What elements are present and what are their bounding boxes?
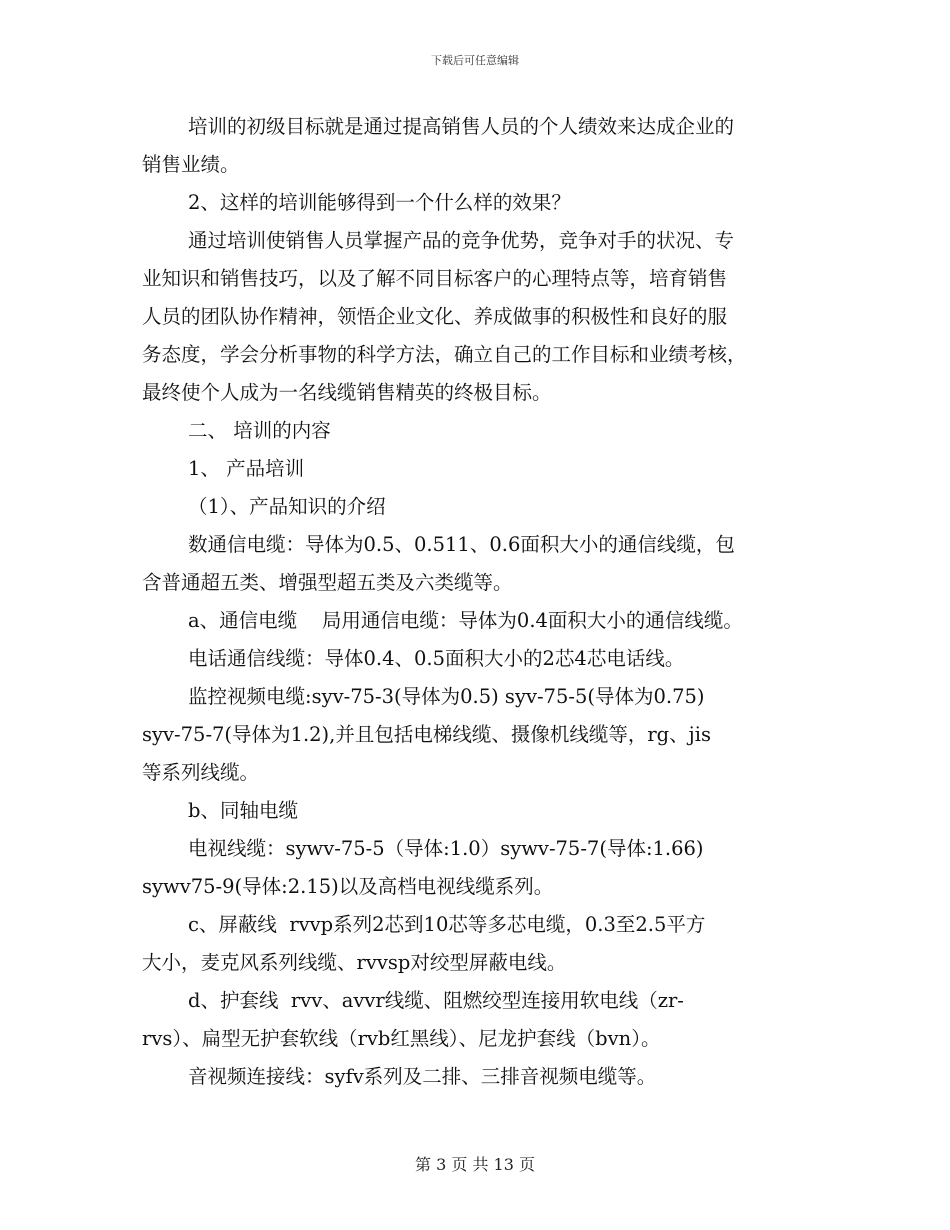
paragraph-line: 人员的团队协作精神，领悟企业文化、养成做事的积极性和良好的服 (142, 305, 728, 328)
paragraph-line: d、护套线 rvv、avvr线缆、阻燃绞型连接用软电线（zr- (188, 989, 684, 1012)
page-number-footer: 第 3 页 共 13 页 (415, 1155, 535, 1174)
subsection-heading: 1、 产品培训 (188, 457, 305, 480)
page-header: 下载后可任意编辑 (431, 54, 519, 67)
paragraph-line: 电话通信线缆：导体0.4、0.5面积大小的2芯4芯电话线。 (188, 647, 685, 670)
paragraph-line: syv-75-7(导体为1.2),并且包括电梯线缆、摄像机线缆等，rg、jis (142, 723, 711, 746)
paragraph-line: sywv75-9(导体:2.15)以及高档电视线缆系列。 (142, 875, 554, 898)
paragraph-line: 最终使个人成为一名线缆销售精英的终极目标。 (142, 381, 552, 404)
question-heading: 2、这样的培训能够得到一个什么样的效果？ (188, 191, 571, 214)
paragraph-line: 培训的初级目标就是通过提高销售人员的个人绩效来达成企业的 (188, 115, 735, 138)
paragraph-line: 通过培训使销售人员掌握产品的竞争优势，竞争对手的状况、专 (188, 229, 735, 252)
paragraph-line: 务态度，学会分析事物的科学方法，确立自己的工作目标和业绩考核， (142, 343, 747, 366)
paragraph-line: rvs）、扁型无护套软线（rvb红黑线）、尼龙护套线（bvn）。 (142, 1027, 661, 1050)
document-body (142, 108, 810, 1096)
paragraph-line: 大小，麦克风系列线缆、rvvsp对绞型屏蔽电线。 (142, 951, 567, 974)
paragraph-line: 音视频连接线：syfv系列及二排、三排音视频电缆等。 (188, 1065, 657, 1088)
paragraph-line: 数通信电缆：导体为0.5、0.511、0.6面积大小的通信线缆，包 (188, 533, 735, 556)
paragraph-line: 等系列线缆。 (142, 761, 260, 784)
paragraph-line: c、屏蔽线 rvvp系列2芯到10芯等多芯电缆，0.3至2.5平方 (188, 913, 706, 936)
paragraph-line: 监控视频电缆:syv-75-3(导体为0.5) syv-75-5(导体为0.75) (188, 685, 705, 708)
paragraph-line: 含普通超五类、增强型超五类及六类缆等。 (142, 571, 513, 594)
paragraph-line: 销售业绩。 (142, 153, 240, 176)
item-heading: （1）、产品知识的介绍 (188, 495, 386, 518)
section-heading: 二、 培训的内容 (188, 419, 331, 442)
paragraph-line: 业知识和销售技巧，以及了解不同目标客户的心理特点等，培育销售 (142, 267, 728, 290)
paragraph-line: 电视线缆：sywv-75-5（导体:1.0）sywv-75-7(导体:1.66) (188, 837, 704, 860)
paragraph-line: b、同轴电缆 (188, 799, 298, 822)
paragraph-line: a、通信电缆 局用通信电缆：导体为0.4面积大小的通信线缆。 (188, 609, 743, 632)
